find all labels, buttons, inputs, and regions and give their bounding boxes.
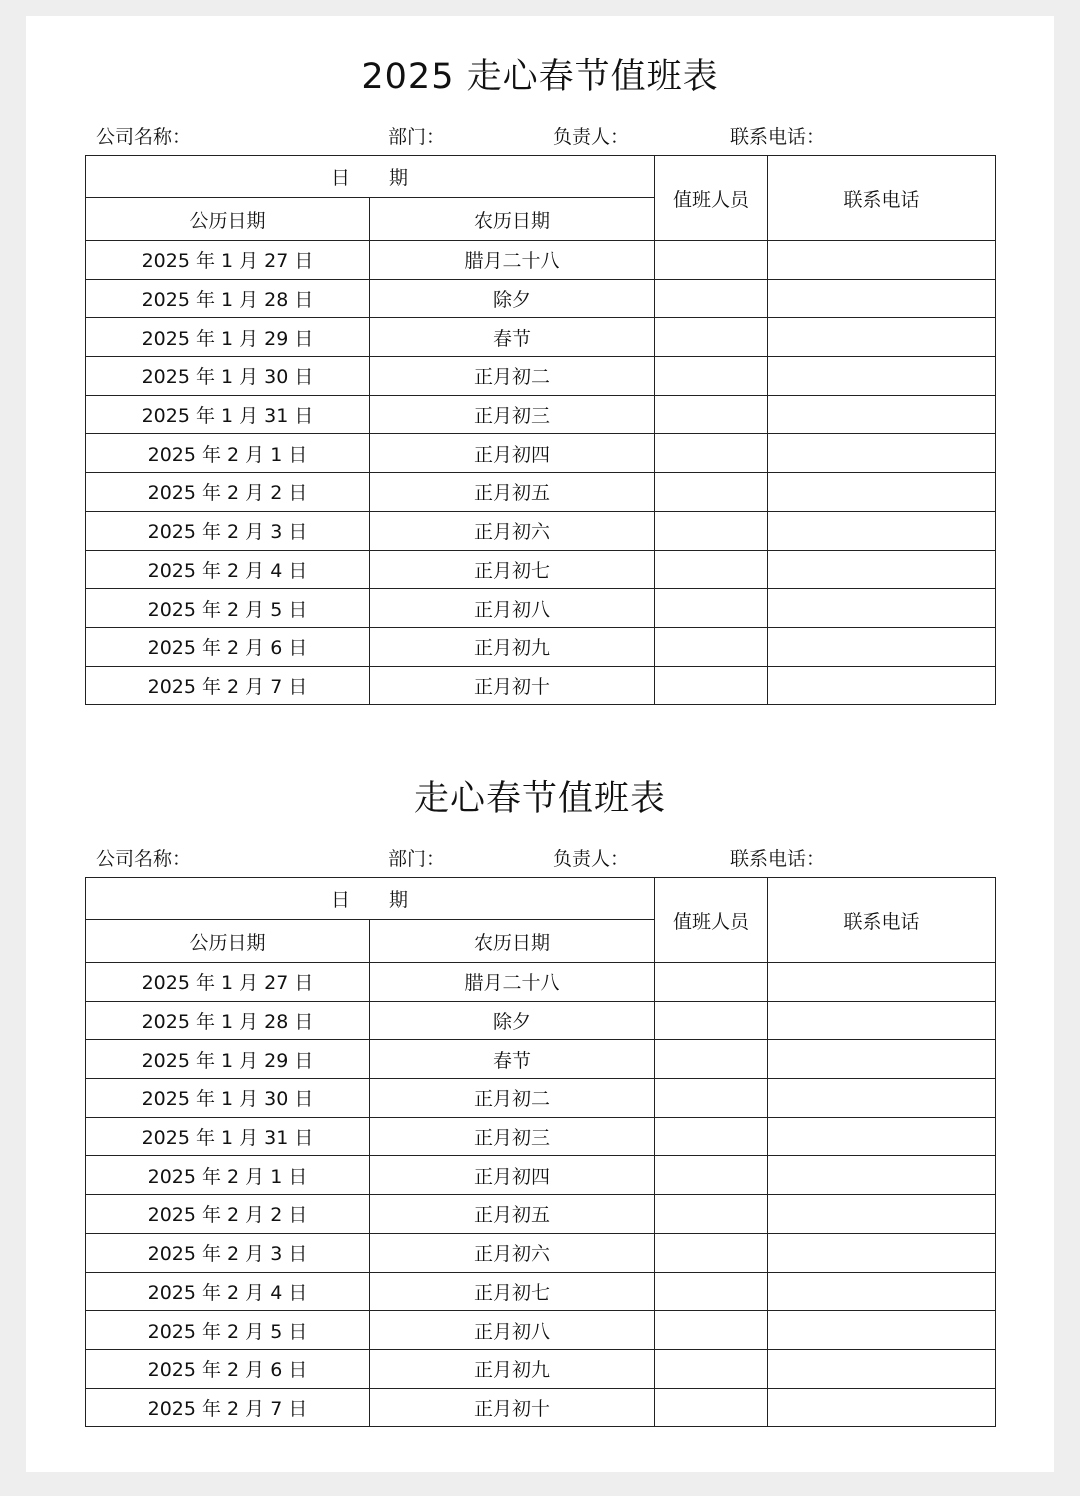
table-header-row — [86, 156, 996, 198]
table-row — [86, 666, 996, 705]
solar-date-cell: 2025 年 2 月 6 日 — [86, 1349, 370, 1388]
phone-cell[interactable] — [768, 434, 996, 473]
staff-cell[interactable] — [655, 627, 768, 666]
staff-cell[interactable] — [655, 1233, 768, 1272]
table-row — [86, 963, 996, 1002]
roster-title: 走心春节值班表 — [413, 779, 666, 819]
lunar-date-cell: 正月初五 — [370, 1195, 655, 1234]
leader-label: 负责人： — [553, 848, 630, 870]
contact-phone-label: 联系电话： — [730, 848, 826, 870]
table-row — [86, 550, 996, 589]
staff-cell[interactable] — [655, 1272, 768, 1311]
lunar-date-cell: 正月初六 — [370, 1233, 655, 1272]
date-header-left: 日 — [330, 167, 351, 189]
lunar-date-cell: 正月初八 — [370, 1311, 655, 1350]
phone-cell[interactable] — [768, 963, 996, 1002]
table-row — [86, 1233, 996, 1272]
lunar-date-cell: 正月初二 — [370, 1079, 655, 1118]
staff-cell[interactable] — [655, 589, 768, 628]
table-row — [86, 434, 996, 473]
lunar-date-cell: 正月初四 — [370, 1156, 655, 1195]
date-group-header — [86, 156, 655, 198]
phone-cell[interactable] — [768, 627, 996, 666]
lunar-date-header: 农历日期 — [370, 198, 655, 241]
solar-date-header: 公历日期 — [86, 920, 370, 963]
phone-cell[interactable] — [768, 357, 996, 396]
staff-cell[interactable] — [655, 963, 768, 1002]
solar-date-cell: 2025 年 2 月 5 日 — [86, 589, 370, 628]
solar-date-cell: 2025 年 2 月 5 日 — [86, 1311, 370, 1350]
document-page — [26, 16, 1054, 1472]
phone-cell[interactable] — [768, 1156, 996, 1195]
phone-cell[interactable] — [768, 1079, 996, 1118]
table-row — [86, 395, 996, 434]
solar-date-cell: 2025 年 2 月 4 日 — [86, 550, 370, 589]
table-row — [86, 357, 996, 396]
phone-cell[interactable] — [768, 511, 996, 550]
solar-date-cell: 2025 年 1 月 31 日 — [86, 395, 370, 434]
table-row — [86, 279, 996, 318]
table-row — [86, 1388, 996, 1427]
table-row — [86, 1117, 996, 1156]
staff-cell[interactable] — [655, 241, 768, 280]
solar-date-cell: 2025 年 1 月 27 日 — [86, 241, 370, 280]
lunar-date-cell: 腊月二十八 — [370, 963, 655, 1002]
staff-header: 值班人员 — [655, 878, 768, 963]
table-row — [86, 1349, 996, 1388]
lunar-date-cell: 春节 — [370, 1040, 655, 1079]
phone-cell[interactable] — [768, 1001, 996, 1040]
solar-date-cell: 2025 年 1 月 30 日 — [86, 357, 370, 396]
lunar-date-cell: 除夕 — [370, 279, 655, 318]
staff-cell[interactable] — [655, 1388, 768, 1427]
date-header-right: 期 — [389, 167, 410, 189]
solar-date-cell: 2025 年 2 月 4 日 — [86, 1272, 370, 1311]
date-group-header — [86, 878, 655, 920]
lunar-date-cell: 春节 — [370, 318, 655, 357]
lunar-date-cell: 正月初二 — [370, 357, 655, 396]
staff-cell[interactable] — [655, 1001, 768, 1040]
solar-date-header: 公历日期 — [86, 198, 370, 241]
phone-cell[interactable] — [768, 589, 996, 628]
solar-date-cell: 2025 年 2 月 2 日 — [86, 1195, 370, 1234]
phone-cell[interactable] — [768, 550, 996, 589]
staff-cell[interactable] — [655, 357, 768, 396]
table-row — [86, 1195, 996, 1234]
phone-cell[interactable] — [768, 1388, 996, 1427]
solar-date-cell: 2025 年 1 月 27 日 — [86, 963, 370, 1002]
staff-cell[interactable] — [655, 473, 768, 512]
solar-date-cell: 2025 年 2 月 7 日 — [86, 1388, 370, 1427]
date-header-right: 期 — [389, 889, 410, 911]
lunar-date-cell: 正月初六 — [370, 511, 655, 550]
date-header-left: 日 — [330, 889, 351, 911]
staff-cell[interactable] — [655, 1156, 768, 1195]
staff-cell[interactable] — [655, 666, 768, 705]
lunar-date-cell: 正月初八 — [370, 589, 655, 628]
phone-cell[interactable] — [768, 1117, 996, 1156]
solar-date-cell: 2025 年 2 月 7 日 — [86, 666, 370, 705]
solar-date-cell: 2025 年 2 月 1 日 — [86, 1156, 370, 1195]
phone-cell[interactable] — [768, 395, 996, 434]
lunar-date-cell: 正月初三 — [370, 395, 655, 434]
solar-date-cell: 2025 年 2 月 3 日 — [86, 1233, 370, 1272]
phone-cell[interactable] — [768, 1272, 996, 1311]
lunar-date-cell: 正月初十 — [370, 1388, 655, 1427]
lunar-date-header: 农历日期 — [370, 920, 655, 963]
table-row — [86, 589, 996, 628]
lunar-date-cell: 除夕 — [370, 1001, 655, 1040]
solar-date-cell: 2025 年 1 月 29 日 — [86, 1040, 370, 1079]
solar-date-cell: 2025 年 1 月 28 日 — [86, 279, 370, 318]
table-row — [86, 1311, 996, 1350]
phone-cell[interactable] — [768, 473, 996, 512]
phone-cell[interactable] — [768, 318, 996, 357]
solar-date-cell: 2025 年 1 月 29 日 — [86, 318, 370, 357]
staff-cell[interactable] — [655, 1117, 768, 1156]
table-row — [86, 241, 996, 280]
staff-cell[interactable] — [655, 395, 768, 434]
roster-table — [85, 877, 996, 1427]
phone-cell[interactable] — [768, 1040, 996, 1079]
staff-header: 值班人员 — [655, 156, 768, 241]
table-row — [86, 1001, 996, 1040]
table-row — [86, 1040, 996, 1079]
lunar-date-cell: 正月初七 — [370, 550, 655, 589]
phone-cell[interactable] — [768, 241, 996, 280]
lunar-date-cell: 正月初十 — [370, 666, 655, 705]
staff-cell[interactable] — [655, 434, 768, 473]
solar-date-cell: 2025 年 2 月 6 日 — [86, 627, 370, 666]
lunar-date-cell: 正月初四 — [370, 434, 655, 473]
phone-cell[interactable] — [768, 666, 996, 705]
table-row — [86, 318, 996, 357]
company-name-label: 公司名称： — [96, 848, 192, 870]
phone-header: 联系电话 — [768, 156, 996, 241]
solar-date-cell: 2025 年 2 月 3 日 — [86, 511, 370, 550]
solar-date-cell: 2025 年 2 月 1 日 — [86, 434, 370, 473]
table-row — [86, 1079, 996, 1118]
staff-cell[interactable] — [655, 511, 768, 550]
phone-cell[interactable] — [768, 1233, 996, 1272]
table-row — [86, 1156, 996, 1195]
table-row — [86, 511, 996, 550]
department-label: 部门： — [388, 126, 446, 148]
phone-cell[interactable] — [768, 1195, 996, 1234]
staff-cell[interactable] — [655, 550, 768, 589]
staff-cell[interactable] — [655, 318, 768, 357]
company-name-label: 公司名称： — [96, 126, 192, 148]
leader-label: 负责人： — [553, 126, 630, 148]
staff-cell[interactable] — [655, 1311, 768, 1350]
phone-header: 联系电话 — [768, 878, 996, 963]
staff-cell[interactable] — [655, 1079, 768, 1118]
solar-date-cell: 2025 年 2 月 2 日 — [86, 473, 370, 512]
lunar-date-cell: 正月初七 — [370, 1272, 655, 1311]
lunar-date-cell: 正月初五 — [370, 473, 655, 512]
table-header-row — [86, 878, 996, 920]
roster-title: 2025 走心春节值班表 — [361, 57, 719, 97]
staff-cell[interactable] — [655, 279, 768, 318]
lunar-date-cell: 腊月二十八 — [370, 241, 655, 280]
roster-table — [85, 155, 996, 705]
staff-cell[interactable] — [655, 1040, 768, 1079]
phone-cell[interactable] — [768, 1349, 996, 1388]
table-row — [86, 1272, 996, 1311]
solar-date-cell: 2025 年 1 月 28 日 — [86, 1001, 370, 1040]
table-row — [86, 627, 996, 666]
phone-cell[interactable] — [768, 279, 996, 318]
staff-cell[interactable] — [655, 1195, 768, 1234]
solar-date-cell: 2025 年 1 月 31 日 — [86, 1117, 370, 1156]
solar-date-cell: 2025 年 1 月 30 日 — [86, 1079, 370, 1118]
lunar-date-cell: 正月初九 — [370, 627, 655, 666]
phone-cell[interactable] — [768, 1311, 996, 1350]
staff-cell[interactable] — [655, 1349, 768, 1388]
lunar-date-cell: 正月初三 — [370, 1117, 655, 1156]
lunar-date-cell: 正月初九 — [370, 1349, 655, 1388]
contact-phone-label: 联系电话： — [730, 126, 826, 148]
table-row — [86, 473, 996, 512]
department-label: 部门： — [388, 848, 446, 870]
